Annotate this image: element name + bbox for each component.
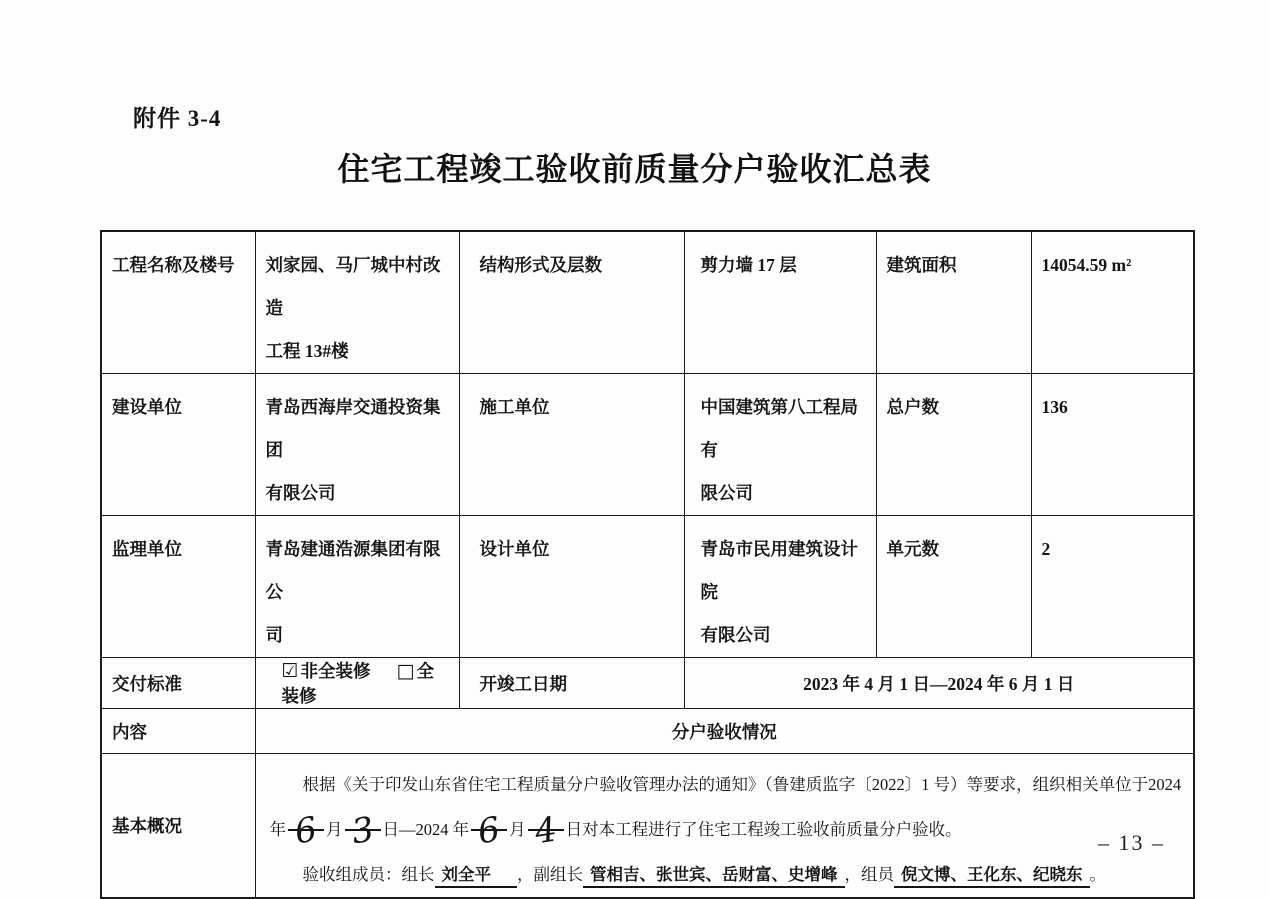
value-supervisor-line2: 司 (265, 625, 283, 645)
table-row (101, 374, 1194, 516)
text-deputy-label: ，副组长 (517, 865, 583, 884)
label-construction-owner: 建设单位 (101, 374, 255, 516)
value-construction-dates: 2023 年 4 月 1 日—2024 年 6 月 1 日 (684, 658, 1194, 709)
member-names: 倪文博、王化东、纪晓东 (894, 865, 1090, 888)
value-contractor-line1: 中国建筑第八工程局有 (700, 397, 858, 460)
attachment-label: 附件 3-4 (133, 106, 222, 131)
label-contractor: 施工单位 (459, 374, 684, 516)
value-designer-line2: 有限公司 (700, 625, 771, 645)
label-project-name: 工程名称及楼号 (101, 231, 255, 374)
value-content: 分户验收情况 (255, 709, 1194, 754)
handwritten-month-1: 6 (292, 809, 320, 853)
text-period: 。 (1089, 865, 1106, 884)
checkbox-label-full-decoration: 全装修 (281, 661, 434, 706)
text-team-leader-label: 验收组成员：组长 (302, 865, 435, 884)
value-building-area: 14054.59 m² (1031, 231, 1194, 374)
value-construction-owner-line1: 青岛西海岸交通投资集团 (265, 397, 441, 460)
leader-name: 刘全平 (435, 865, 518, 888)
table-row (101, 231, 1194, 374)
value-construction-owner-line2: 有限公司 (265, 483, 336, 503)
text-year: 年 (269, 820, 286, 839)
text-month-2: 月 (509, 820, 526, 839)
page-title: 住宅工程竣工验收前质量分户验收汇总表 (337, 151, 932, 187)
value-supervisor (255, 516, 459, 658)
label-unit-count: 单元数 (876, 516, 1031, 658)
value-total-households: 136 (1031, 374, 1194, 516)
text-to-year: 日—2024 年 (382, 820, 470, 839)
value-construction-owner (255, 374, 459, 516)
label-content: 内容 (101, 709, 255, 754)
value-unit-count: 2 (1031, 516, 1194, 658)
value-structure-type: 剪力墙 17 层 (684, 231, 876, 374)
table-row (101, 709, 1194, 754)
label-structure-type: 结构形式及层数 (459, 231, 684, 374)
summary-table (100, 230, 1195, 899)
handwritten-blank (288, 807, 324, 853)
handwritten-day-2: 4 (531, 809, 560, 853)
checkbox-label-non-full-decoration: 非全装修 (300, 661, 371, 681)
handwritten-blank (471, 807, 507, 853)
text-acceptance-statement: 日对本工程进行了住宅工程竣工验收前质量分户验收。 (565, 820, 962, 839)
value-contractor (684, 374, 876, 516)
table-row (101, 516, 1194, 658)
value-designer (684, 516, 876, 658)
value-project-name-line2: 工程 13#楼 (265, 341, 349, 361)
value-designer-line1: 青岛市民用建筑设计院 (700, 539, 858, 602)
label-basic-overview: 基本概况 (101, 754, 255, 899)
text-member-label: ，组员 (844, 865, 894, 884)
paragraph-line-1: 根据《关于印发山东省住宅工程质量分户验收管理办法的通知》（鲁建质监字〔2022〕1 号）等要求，组织相关单位于2024 (302, 775, 1182, 794)
label-delivery-standard: 交付标准 (101, 658, 255, 709)
handwritten-blank (528, 807, 564, 853)
label-supervisor: 监理单位 (101, 516, 255, 658)
paragraph-line-2 (270, 807, 1180, 852)
value-delivery-standard (255, 658, 459, 709)
checked-checkbox-icon: ☑ (281, 660, 299, 682)
handwritten-month-2: 6 (475, 809, 503, 853)
value-contractor-line2: 限公司 (700, 483, 753, 503)
text-month: 月 (326, 820, 343, 839)
table-row (101, 754, 1194, 899)
handwritten-blank (345, 807, 381, 853)
label-designer: 设计单位 (459, 516, 684, 658)
deputy-names: 管相吉、张世宾、岳财富、史增峰 (583, 865, 845, 888)
table-row (101, 658, 1194, 709)
value-supervisor-line1: 青岛建通浩源集团有限公 (265, 539, 441, 602)
page-number: – 13 – (1098, 830, 1165, 855)
overview-paragraph (255, 754, 1194, 899)
value-project-name-line1: 刘家园、马厂城中村改造 (265, 255, 441, 318)
label-total-households: 总户数 (876, 374, 1031, 516)
paragraph-line-3 (270, 852, 1180, 897)
handwritten-day-1: 3 (348, 809, 377, 853)
label-building-area: 建筑面积 (876, 231, 1031, 374)
label-construction-dates: 开竣工日期 (459, 658, 684, 709)
unchecked-checkbox-icon: □ (396, 660, 415, 682)
value-project-name (255, 231, 459, 374)
